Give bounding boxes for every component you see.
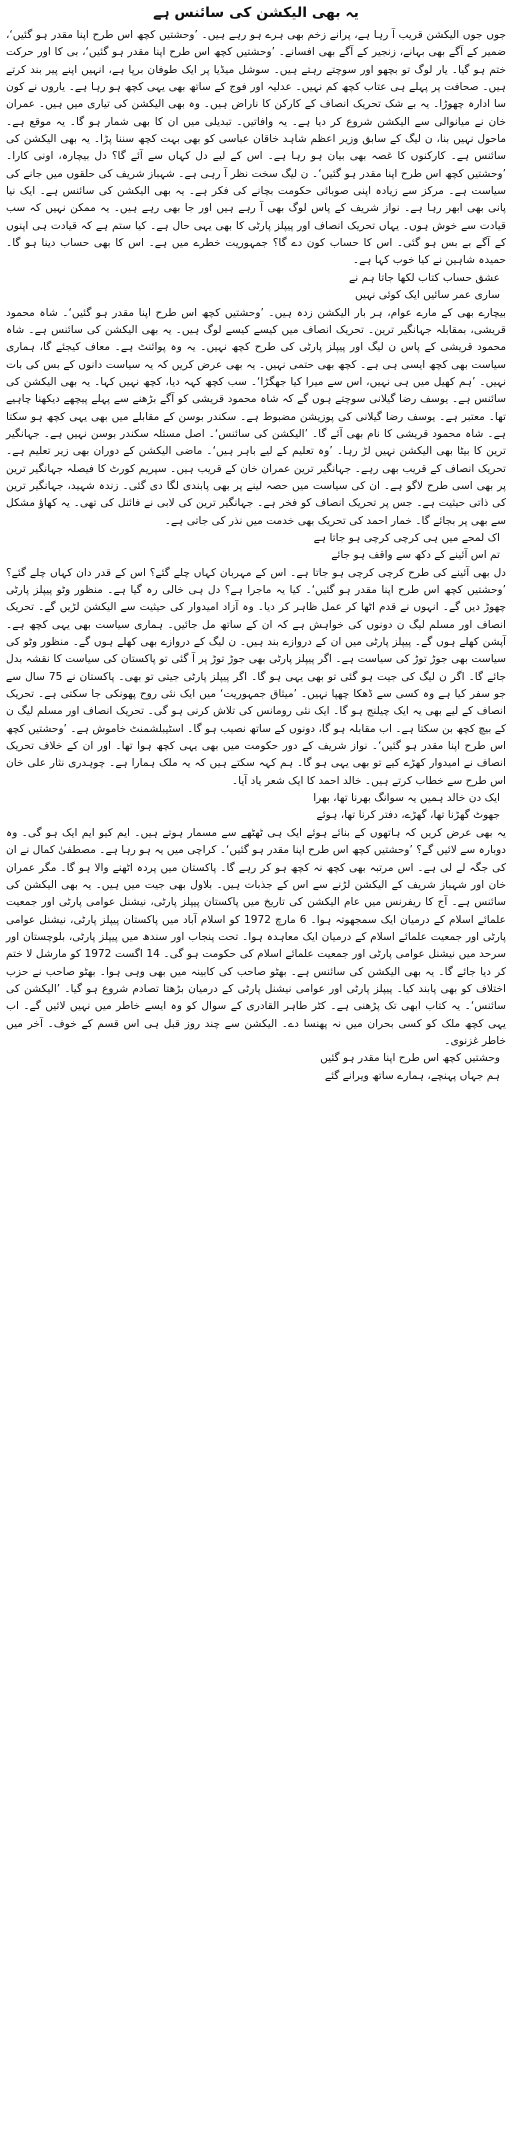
- verse-line-1: عشق حساب کتاب لکھا جاتا ہم نے: [348, 271, 500, 284]
- verse-line-7: وحشتیں کچھ اس طرح اپنا مقدر ہو گئیں: [320, 1052, 500, 1065]
- paragraph-3: دل بھی آئینے کی طرح کرچی کرچی ہو جاتا ہے۔ اس کے مہربان کہاں چلے گئے؟ اس کے قدر دان کہاں چلے گئے؟ ’وحشتیں کچھ اس طرح اپنا مقدر ہو گئیں‘۔ کیا یہ ماجرا ہے؟ دل ہی خالی رہ گیا ہے۔ منظور وٹو پیپلز پارٹی چھوڑ دیں گے۔ انہوں نے قدم اٹھا کر عمل ظاہر کر دیا۔ وہ آزاد امیدوار کی حیثیت سے الیکشن لڑیں گے۔ تحریک انصاف اور مسلم لیگ ن دونوں کی خواہش ہے کہ ان کے ساتھ مل جائیں۔ ہماری سیاست بھی یہی کچھ ہے۔ آپشن کھلے ہوں گے۔ پیپلز پارٹی میں ان کے دروازے بند ہیں۔ ن لیگ کے دروازے بھی کھلے ہوں گے۔ منظور وٹو کی سیاست بھی جوڑ توڑ کی سیاست ہے۔ اگر پیپلز پارٹی بھی جوڑ توڑ پر آ گئی تو پاکستان کی سیاست کا نقشہ بدل جائے گا۔ اگر ن لیگ کی جیت ہو گئی تو بھی یہی ہو گا۔ اگر پیپلز پارٹی جیتی تو بھی۔ پاکستان نے 75 سال سے جو سفر کیا ہے وہ کسی سے ڈھکا چھپا نہیں۔ ’میثاق جمہوریت‘ میں ایک نئی روح پھونکی جا سکتی ہے۔ تحریک انصاف کے لیے بھی یہ ایک چیلنج ہو گا۔ ایک نئی رومانس کی تلاش کرنی ہو گی۔ تحریک انصاف اور مسلم لیگ ن کے بیچ کچھ بن سکتا ہے۔ اب مقابلہ ہو گا، دونوں کے ساتھ نصیب ہو گا۔ اسٹیبلشمنٹ خاموش ہے۔ ’وحشتیں کچھ اس طرح اپنا مقدر ہو گئیں‘۔ نواز شریف کے دور حکومت میں بھی یہی کچھ ہوا تھا۔ اور ان کے خلاف تحریک انصاف نے امیدوار کھڑے کیے تو بھی یہی ہو گا۔ ہم کہہ سکتے ہیں کہ یہ ملک ہمارا ہے۔ چوہدری نثار علی خان اس طرح سے خطاب کرتے ہیں۔ خالد احمد کا ایک شعر یاد آیا۔: [6, 566, 506, 787]
- paragraph-2: بیچارے بھی کے مارے عوام، ہر بار الیکشن زدہ ہیں۔ ’وحشتیں کچھ اس طرح اپنا مقدر ہو گئیں‘۔ شاہ محمود قریشی، بمقابلہ جہانگیر ترین۔ تحریک انصاف میں کیسے کیسے لوگ ہیں۔ یہ بھی الیکشن کی سائنس ہے۔ شاہ محمود قریشی کے پاس ن لیگ اور پیپلز پارٹی کی طرح کچھ نہیں۔ یہ وہ پوائنٹ ہے۔ معاف کیجئے گا، ہماری سیاست بھی کچھ ایسی ہی ہے۔ کچھ بھی حتمی نہیں۔ یہ بھی عرض کریں کہ یہ سیاست دانوں کے بس کی بات نہیں۔ ’ہم کھیل میں ہی نہیں، اس سے میرا کیا جھگڑا‘۔ سب کچھ کہہ دیا، کچھ نہیں کہا۔ یہ بھی الیکشن کی سائنس ہے۔ یوسف رضا گیلانی سوچتے ہوں گے کہ شاہ محمود قریشی کو آگے بڑھنے سے پہلے پیچھے دیکھنا چاہیے تھا۔ معتبر ہے۔ یوسف رضا گیلانی کی پوزیشن مضبوط ہے۔ سکندر بوسن کے مقابلے میں بھی یہی کچھ ہو سکتا ہے۔ شاہ محمود قریشی کا نام بھی آئے گا۔ ’الیکشن کی سائنس‘۔ اصل مسئلہ سکندر بوسن نہیں ہے۔ جہانگیر ترین کا بیٹا بھی الیکشن نہیں لڑ رہا۔ ’وہ تعلیم کے لیے باہر ہیں‘۔ ماضی الیکشن کے دوران بھی زیر تعلیم ہے۔ تحریک انصاف کے قریب بھی رہے۔ جہانگیر ترین عمران خان کے قریب ہیں۔ سپریم کورٹ کا فیصلہ جہانگیر ترین پر بھی اسی طرح لاگو ہے۔ ان کی سیاست میں حصہ لینے پر بھی پابندی لگا دی گئی۔ زندہ شہید، جہانگیر ترین کی ذاتی حیثیت ہے۔ جس پر تحریک انصاف کو فخر ہے۔ جہانگیر ترین کی لابی نے فائنل کی تھی۔ یہ کھاؤ مشکل سے بھی پر بجائے گا۔ خمار احمد کی تحریک بھی خدمت میں نذر کی جاتی ہے۔: [6, 306, 506, 527]
- article-title: یہ بھی الیکشن کی سائنس ہے: [153, 5, 359, 21]
- verse-line-2: ساری عمر سائیں ایک کوئی نہیں: [354, 289, 500, 302]
- verse-line-4: تم اس آئینے کے دکھ سے واقف ہو جائے: [331, 549, 500, 562]
- verse-line-6: جھوٹ گھڑنا تھا، گھڑے، دفتر کرنا تھا، ہوئے: [316, 809, 500, 822]
- paragraph-4: یہ بھی عرض کریں کہ ہاتھوں کے بنائے ہوئے ایک ہی ٹھٹھے سے مسمار ہوتے ہیں۔ ایم کیو ایم ایک ہو گی۔ وہ دوبارہ سے لائیں گے؟ ’وحشتیں کچھ اس طرح اپنا مقدر ہو گئیں‘۔ کراچی میں یہ ہو رہا ہے۔ مصطفیٰ کمال نے ان کی جگہ لے لی ہے۔ اس مرتبہ بھی کچھ نہ کچھ ہو کر رہے گا۔ پاکستان میں پردہ اٹھنے والا ہو گا۔ مگر عمران خان اور شہباز شریف کے الیکشن لڑنے سے اس کے جذبات ہیں۔ بلاول بھی جیت میں ہیں۔ یہ بھی الیکشن کی سائنس ہے۔ آج کا ریفرنس میں عام الیکشن کی تاریخ میں پاکستان پیپلز پارٹی، نیشنل عوامی پارٹی اور جمعیت علمائے اسلام کے درمیان ایک سمجھوتہ ہوا۔ 6 مارچ 1972 کو اسلام آباد میں پاکستان پیپلز پارٹی، نیشنل عوامی پارٹی اور جمعیت علمائے اسلام کے درمیان ایک معاہدہ ہوا۔ تحت پنجاب اور سندھ میں پیپلز پارٹی، بلوچستان اور سرحد میں نیشنل عوامی پارٹی اور جمعیت علمائے اسلام کی حکومت ہو گی۔ 14 اگست 1972 کو مارشل لا ختم کر دیا جائے گا۔ یہ بھی الیکشن کی سائنس ہے۔ بھٹو صاحب کی کابینہ میں بھی وہی ہوا۔ بھٹو صاحب نے حزب اختلاف کو بھی پابند کیا۔ پیپلز پارٹی اور عوامی نیشنل پارٹی کے درمیان بڑھتا تصادم شروع ہو گیا۔ ’الیکشن کی سائنس‘۔ یہ کتاب ابھی تک پڑھنی ہے۔ کٹر طاہر القادری کے سوال کو وہ ایسے خاطر میں نہیں لائیں گے۔ اب یہی کچھ ملک کو کسی بحران میں نہ پھنسا دے۔ الیکشن سے چند روز قبل ہی اس قسم کے خوف۔ آخر میں خاطر غزنوی۔: [6, 826, 506, 1047]
- article: [6, 5, 506, 2129]
- verse-line-3: اک لمحے میں ہی کرچی کرچی ہو جاتا ہے: [313, 531, 500, 544]
- verse-line-8: ہم جہاں پہنچے، ہمارے ساتھ ویرانے گئے: [324, 1069, 500, 1082]
- paragraph-1: جوں جوں الیکشن قریب آ رہا ہے، پرانے زخم بھی ہرے ہو رہے ہیں۔ ’وحشتیں کچھ اس طرح اپنا مقدر ہو گئیں‘، ضمیر کے آگے بھی بہانے، زنجیر کے آگے بھی افسانے۔ ’وحشتیں کچھ اس طرح اپنا مقدر ہو گئیں‘، بی کا اور حرکت ختم ہو گیا۔ یار لوگ تو بچھو اور سوچتے رہتے ہیں۔ سوشل میڈیا پر ایک طوفان برپا ہے، انہیں اپنے پیر بند کرتے ہیں۔ صحافت پر پہلے ہی عتاب کچھ کم نہیں۔ عدلیہ اور فوج کے ساتھ بھی یہی کچھ ہو رہا ہے۔ یاروں نے کون سا ادارہ چھوڑا۔ یہ بے شک تحریک انصاف کے کارکن کا ناراض ہیں۔ وہ بھی الیکشن کی تیاری میں ہیں۔ عمران خان نے میانوالی سے الیکشن شروع کر دیا ہے۔ یہ وافاتیں۔ تبدیلی میں ان کا بھی شمار ہو گا۔ یہ موقع ہے۔ ماحول نہیں بنا، ن لیگ کے سابق وزیر اعظم شاہد خاقان عباسی کو بھی بہت کچھ سننا پڑا۔ یہ بھی الیکشن کی سائنس ہے۔ کارکنوں کا غصہ بھی بیان ہو رہا ہے۔ اس کے لیے دل کہاں سے آئے گا؟ دل بیچارہ، اونی کارا۔ ’وحشتیں کچھ اس طرح اپنا مقدر ہو گئیں‘۔ ن لیگ سخت نظر آ رہی ہے۔ شہباز شریف کی حلقوں میں جانے کی سیاست ہے۔ مرکز سے زیادہ اپنی صوبائی حکومت بچانے کی فکر ہے۔ یہ بھی الیکشن کی سائنس ہے۔ ایک نیا پانی بھی ابھر رہا ہے۔ نواز شریف کے پاس لوگ بھی آ رہے ہیں اور جا بھی رہے ہیں۔ یہ ممکن نہیں کہ سب قیادت سے خوش ہوں۔ یہاں تحریک انصاف اور پیپلز پارٹی کا بھی یہی حال ہے۔ کیا ستم ہے کہ قیادت ہی اپنوں کے آگے بے بس ہو گئی۔ اس کا حساب کون دے گا؟ جمہوریت خطرے میں ہے۔ اس کا بھی حساب دینا ہو گا۔ حمیدہ شاہین نے کیا خوب کہا ہے۔: [6, 29, 506, 267]
- verse-line-5: ایک دن خالد ہمیں یہ سوانگ بھرنا تھا، بھرا: [313, 792, 500, 805]
